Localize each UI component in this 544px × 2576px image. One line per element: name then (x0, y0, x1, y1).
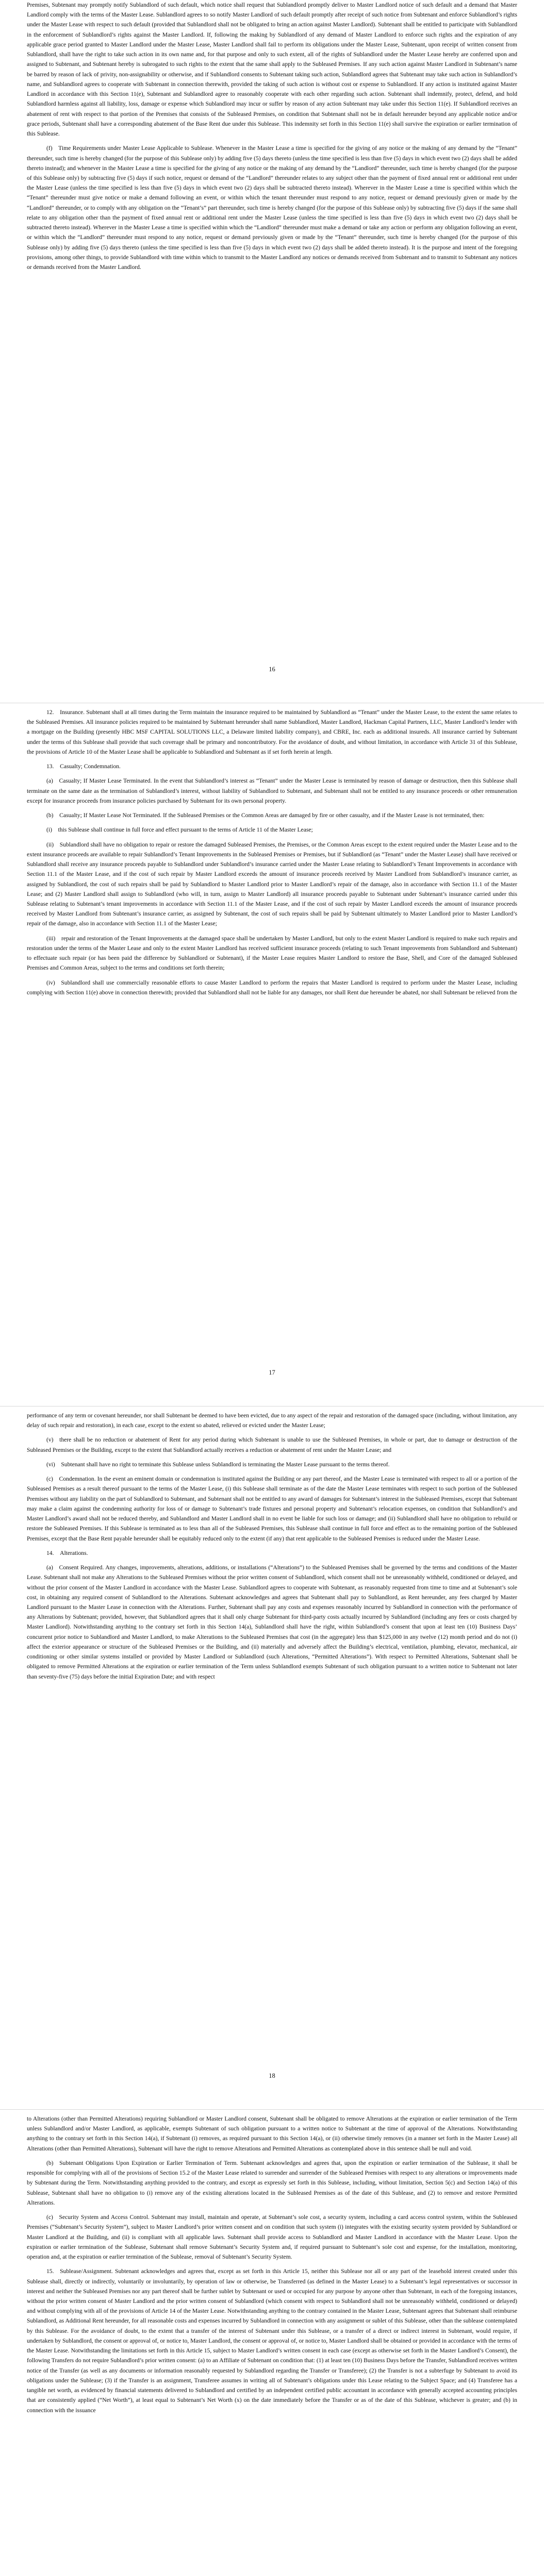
page-19 (0, 2110, 544, 2576)
page-18-body (27, 1411, 517, 2063)
page-number: 17 (269, 1369, 275, 1376)
paragraph: (v) there shall be no reduction or abatement of Rent for any period during which Subtenant is unable to use the Subleased Premises, in whole or part, due to damage or destruction of the Subleased Premises or the Building, except to the extent that Sublandlord actually receives a reduction or abatement of rent under the Master Lease; and (27, 1436, 517, 1453)
paragraph: (iii) repair and restoration of the Tenant Improvements at the damaged space shall be undertaken by Master Landlord, but only to the extent Master Landlord is required to make such repairs and restoration under the terms of the Master Lease and only to the extent Master Landlord has received sufficient insurance proceeds (relating to such Tenant improvements from Sublandlord and Subtenant) to effectuate such repair (or has been paid the difference by Sublandlord or Subtenant), if the Master Lease requires Master Landlord to restore the Base, Shell, and Core of the damaged Subleased Premises and Common Areas, subject to the terms and conditions set forth therein; (27, 935, 517, 972)
paragraph: (c) Security System and Access Control. Subtenant may install, maintain and operate, at Subtenant’s sole cost, a security system, including a card access control system, within the Subleased Premises (“Subtenant’s Security System”), subject to Master Landlord’s prior written consent and on condition that such system (i) integrates with the existing security system provided by Sublandlord or Master Landlord at the Building, and (ii) is compliant with all applicable laws. Subtenant shall provide access to Sublandlord and Master Landlord in accordance with the Master Lease. Upon the expiration or earlier termination of the Sublease, Subtenant shall remove Subtenant’s Security System and, if required pursuant to Subtenant’s sole cost and expense, for the installation, monitoring, operation and, at the expiration or earlier termination of the Sublease, removal of Subtenant’s Security System. (27, 2214, 517, 2261)
paragraph: (b) Casualty; If Master Lease Not Terminated. If the Subleased Premises or the Common Areas are damaged by fire or other casualty, and if the Master Lease is not terminated, then: (46, 812, 485, 819)
paragraph: (ii) Sublandlord shall have no obligation to repair or restore the damaged Subleased Premises, the Premises, or the Common Areas except to the extent required under the Master Lease and to the extent insurance proceeds are available to repair Sublandlord’s Tenant Improvements in the Subleased Premises or Premises, but if Sublandlord (as “Tenant” under the Master Lease) shall have received or Sublandlord shall receive any insurance proceeds payable to Sublandlord under Sublandlord’s insurance carried under the Master Lease relating to Sublandlord’s Tenant Improvements in accordance with Section 11.1 of the Master Lease, and if the cost of such repair by Master Landlord exceeds the amount of insurance proceeds received by Master Landlord from Sublandlord’s insurance carrier, as assigned by Sublandlord, the cost of such repairs shall be paid by Sublandlord to Master Landlord prior to Master Landlord’s repair of the damage, also in accordance with Section 11.1 of the Master Lease; and (2) Master Landlord shall assign to Sublandlord (who will, in turn, assign to Master Landlord) all insurance proceeds payable to Subtenant under Subtenant’s insurance carried under this Sublease relating to Subtenant’s tenant improvements in accordance with Section 11.1 of the Master Lease, and if the cost of such repair by Master Landlord exceeds the amount of insurance proceeds received by Master Landlord from Subtenant’s insurance carrier, as assigned by Subtenant, the cost of such repairs shall be paid by Subtenant ultimately to Master Landlord prior to Master Landlord’s repair of the damage, also in accordance with Section 11.1 of the Master Lease; (27, 841, 517, 927)
paragraph: to Alterations (other than Permitted Alterations) requiring Sublandlord or Master Landlord consent, Subtenant shall be obligated to remove Alterations at the expiration or earlier termination of the Term unless Sublandlord and/or Master Landlord, as applicable, exempts Subtenant of such obligation pursuant to a written notice to Subtenant at the time of approval of the Alterations. Notwithstanding anything to the contrary set forth in this Section 14(a), if Subtenant (i) removes, as required pursuant to this Section 14(a), or (ii) otherwise timely removes (in a manner set forth in the Master Lease) all Alterations (other than Permitted Alterations), Subtenant will have the right to remove Alterations and Permitted Alterations as contemplated above in this sentence shall be null and void. (27, 2115, 517, 2152)
paragraph: Premises, Subtenant may promptly notify Sublandlord of such default, which notice shall request that Sublandlord promptly deliver to Master Landlord notice of such default and a demand that Master Landlord comply with the terms of the Master Lease. Sublandlord agrees to so notify Master Landlord of such default promptly after receipt of such notice from Subtenant and enforce Sublandlord’s rights under the Master Lease with respect to such default (provided that Sublandlord shall not be obligated to bring an action against Master Landlord). Subtenant shall be entitled to participate with Sublandlord in the enforcement of Sublandlord’s rights against the Master Landlord. If, following the making by Sublandlord of any demand of Master Landlord to enforce such rights and the expiration of any applicable grace period granted to Master Landlord under the Master Lease, Master Landlord shall fail to perform its obligations under the Master Lease, Subtenant, upon receipt of written consent from Sublandlord, shall have the right to take such action in its own name and, for that purpose and only to such extent, all of the rights of Sublandlord under the Master Lease hereby are conferred upon and assigned to Subtenant, and Subtenant hereby is subrogated to such rights to the extent that the same shall apply to the Subleased Premises. If any such action against Master Landlord in Subtenant’s name be barred by reason of lack of privity, non-assignability or otherwise, and if Sublandlord consents to Subtenant taking such action, Sublandlord agrees that Subtenant may take such action in Sublandlord’s name, and Sublandlord agrees to cooperate with Subtenant in connection therewith, provided the taking of such action is without cost or expense to Sublandlord. If any action is instituted against Master Landlord in accordance with this Section 11(e), Subtenant and Sublandlord agree to reasonably cooperate with each other regarding such action. Subtenant shall indemnify, protect, defend, and hold Sublandlord harmless against all liability, loss, damage or expense which Sublandlord may incur or suffer by reason of any action Subtenant may take under this Section 11(e). If Sublandlord receives an abatement of rent with respect to that portion of the Premises that consists of the Subleased Premises, on condition that Subtenant shall not be in default hereunder beyond any applicable notice and/or grace periods, Subtenant shall have a corresponding abatement of the Base Rent due under this Sublease. This indemnity set forth in this Section 11(e) shall survive the expiration or earlier termination of this Sublease. (27, 2, 517, 138)
page-16-body (27, 0, 517, 657)
paragraph: (iv) Sublandlord shall use commercially reasonable efforts to cause Master Landlord to perform the repairs that Master Landlord is required to perform under the Master Lease, including complying with Section 11(e) above in connection therewith; provided that Sublandlord shall not be liable for any damages, nor shall Rent due hereunder be abated, nor shall Subtenant be relieved from the (27, 979, 517, 996)
paragraph: performance of any term or covenant hereunder, nor shall Subtenant be deemed to have been evicted, due to any aspect of the repair and restoration of the damaged space (including, without limitation, any delay of such repair and restoration), in each case, except to the extent so abated, relieved or evicted under the Master Lease; (27, 1412, 517, 1429)
paragraph: 12. Insurance. Subtenant shall at all times during the Term maintain the insurance required to be maintained by Sublandlord as “Tenant” under the Master Lease, to the extent the same relates to the Subleased Premises. All insurance policies required to be maintained by Subtenant hereunder shall name Sublandlord, Master Landlord, Hackman Capital Partners, LLC, Master Landlord’s lender with a mortgage on the Building (presently HBC MSF CAPITAL SOLUTIONS LLC, a Delaware limited liability company), and CBRE, Inc. each as additional insureds. All insurance carried by Subtenant under the terms of this Sublease shall provide that such coverage shall be primary and noncontributory. For the avoidance of doubt, and without limitation, in accordance with Article 31 of this Sublease, the provisions of Article 10 of the Master Lease shall be applicable to Sublandlord and Subtenant as if set forth herein at length. (27, 709, 517, 755)
paragraph: (vi) Subtenant shall have no right to terminate this Sublease unless Sublandlord is terminating the Master Lease pursuant to the terms thereof. (46, 1461, 390, 1468)
paragraph: (c) Condemnation. In the event an eminent domain or condemnation is instituted against the Building or any part thereof, and the Master Lease is terminated with respect to all or a portion of the Subleased Premises as a result thereof pursuant to the terms of the Master Lease, (i) this Sublease shall terminate as of the date the Master Lease terminates with respect to such portion of the Subleased Premises without any liability on the part of Sublandlord to Subtenant, and Subtenant shall not be entitled to any award of damages for Subtenant’s interest in the Subleased Premises, except that Subtenant may make a claim against the condemning authority for loss of or damage to Subtenant’s trade fixtures and personal property and Subtenant’s relocation expenses, on condition that Sublandlord’s and Master Landlord’s award shall not be reduced thereby, and Sublandlord and Master Landlord shall in no event be liable for such loss or damage; and (ii) Sublandlord shall have no obligation to rebuild or restore the Subleased Premises. If this Sublease is terminated as to less than all of the Subleased Premises, this Sublease shall continue in full force and effect as to the remaining portion of the Subleased Premises, except that the Base Rent payable hereunder shall be equitably reduced only to the extent (if any) that rent applicable to the Subleased Premises is reduced under the Master Lease. (27, 1476, 517, 1542)
page-17-body (27, 707, 517, 1360)
paragraph: (a) Casualty; If Master Lease Terminated. In the event that Sublandlord’s interest as “Tenant” under the Master Lease is terminated by reason of damage or destruction, then this Sublease shall terminate on the same date as the termination of Sublandlord’s interest, without liability of Sublandlord to Subtenant, and Subtenant shall not be entitled to any insurance proceeds or other remuneration except for insurance proceeds from insurance policies purchased by Subtenant for its own personal property. (27, 777, 517, 804)
page-number: 18 (269, 2072, 275, 2079)
page-17 (0, 703, 544, 1406)
paragraph: 15. Sublease/Assignment. Subtenant acknowledges and agrees that, except as set forth in this Article 15, neither this Sublease nor all or any part of the leasehold interest created under this Sublease shall, directly or indirectly, voluntarily or involuntarily, by operation of law or otherwise, be Transferred (as defined in the Master Lease) to a Subtenant’s legal representatives or successor in interest and neither the Subleased Premises nor any part thereof shall be further sublet by Subtenant or used or occupied for any purpose by anyone other than Subtenant, in each of the foregoing instances, without the prior written consent of Master Landlord and the prior written consent of Sublandlord (which consent with respect to Sublandlord shall not be unreasonably withheld, conditioned or delayed) and without complying with all of the provisions of Article 14 of the Master Lease. Notwithstanding anything to the contrary contained in the Master Lease, Subtenant agrees that Subtenant shall reimburse Sublandlord, as Additional Rent hereunder, for all reasonable costs and expenses incurred by Sublandlord in connection with any assignment or sublet of this Sublease, other than the sublease contemplated by this Sublease. For the avoidance of doubt, to the extent that a transfer of the interest of Subtenant under this Sublease, or a transfer of a direct or indirect interest in Subtenant, would require, if undertaken by Sublandlord, the consent or approval of, or notice to, Master Landlord, the consent or approval of, or notice to, Master Landlord shall be obtained or provided in accordance with the terms of the Master Lease. Notwithstanding the limitations set forth in this Article 15, subject to Master Landlord’s written consent in each case (except as otherwise set forth in the Master Landlord’s Consent), the following Transfers do not require Sublandlord’s prior written consent: (a) to an Affiliate of Subtenant on condition that: (1) at least ten (10) Business Days before the Transfer, Sublandlord receives written notice of the Transfer (as well as any documents or information reasonably requested by Sublandlord regarding the Transfer or Transferee); (2) the Transfer is not a subterfuge by Subtenant to avoid its obligations under the Sublease; (3) if the Transfer is an assignment, Transferee assumes in writing all of Subtenant’s obligations under this Lease relating to the Subject Space; and (4) Transferee has a tangible net worth, as evidenced by financial statements delivered to Sublandlord and certified by an independent certified public accountant in accordance with generally accepted accounting principles that are consistently applied (“Net Worth”), at least equal to Subtenant’s Net Worth (x) on the date immediately before the Transfer or as of the date of this Sublease, whichever is greater; and (b) in connection with the issuance (27, 2268, 517, 2414)
paragraph: (f) Time Requirements under Master Lease Applicable to Sublease. Whenever in the Master Lease a time is specified for the giving of any notice or the making of any demand by the “Tenant” thereunder, such time is hereby changed (for the purpose of this Sublease only) by adding five (5) days thereto (unless the time specified is less than five (5) days in which event two (2) days shall be added thereto instead); and whenever in the Master Lease a time is specified for the giving of any notice or the making of any demand by the “Landlord” thereunder, such time is hereby changed (for the purpose of this Sublease only) by subtracting five (5) days if such notice, request or demand of the “Landlord” thereunder relates to any subject other than the payment of fixed annual rent or additional rent under the Master Lease (unless the time specified is less than five (5) days in which event two (2) days shall be subtracted thereto instead). Wherever in the Master Lease a time is specified within which the “Tenant” thereunder must give notice or make a demand following an event, or within which the tenant thereunder must respond to any notice, request or demand previously given or made by the “Landlord” thereunder, or to comply with any obligation on the “Tenant’s” part thereunder, such time is hereby changed (for the purpose of this Sublease only) by subtracting five (5) days if the same shall relate to any obligation other than the payment of fixed annual rent or additional rent under the Master Lease (unless the time specified is less than five (5) days in which event two (2) days shall be subtracted thereto instead). Wherever in the Master Lease a time is specified within which the “Landlord” thereunder must make a demand or take any action or perform any obligation following an event, or within which the “Landlord” thereunder must respond to any notice, request or demand previously given or made by the “Tenant” thereunder, such time is hereby changed (for the purpose of this Sublease only) by adding five (5) days thereto (unless the time specified is less than five (5) days in which event two (2) days shall be added thereto instead). It is the purpose and intent of the foregoing provisions, among other things, to provide Sublandlord with time within which to transmit to the Master Landlord any notices or demands received from Subtenant and to transmit to Subtenant any notices or demands received from the Master Landlord. (27, 145, 517, 271)
section-heading: 14. Alterations. (46, 1549, 88, 1556)
page-number: 16 (269, 666, 275, 673)
paragraph: (a) Consent Required. Any changes, improvements, alterations, additions, or installations (“Alterations”) to the Subleased Premises shall be governed by the terms and conditions of the Master Lease. Subtenant shall not make any Alterations to the Subleased Premises without the prior written consent of Sublandlord, which consent shall not be unreasonably withheld, conditioned or delayed, and without the prior consent of the Master Landlord in accordance with the Master Lease. Sublandlord agrees to cooperate with Subtenant, as reasonably requested from time to time and at Subtenant’s sole cost, in obtaining any required consent of Sublandlord to the Alterations. Subtenant acknowledges and agrees that Subtenant shall pay to Sublandlord, as Rent hereunder, any fees charged by Master Landlord pursuant to the Master Lease in connection with the Alterations. Further, Subtenant shall pay any costs and expenses reasonably incurred by Sublandlord in connection with the performance of any Alterations by Subtenant; provided, however, that Sublandlord agrees that it shall only charge Subtenant for third-party costs actually incurred by Sublandlord (including any fees or costs charged by Master Landlord). Notwithstanding anything to the contrary set forth in this Section 14(a), Sublandlord shall have the right, within Sublandlord’s consent that upon at least ten (10) Business Days’ concurrent prior notice to Sublandlord and Master Landlord, to make Alterations to the Subleased Premises that cost (in the aggregate) less than $125,000 in any twelve (12) month period and do not (i) affect the exterior appearance or structure of the Subleased Premises or the Building, and (ii) materially and adversely affect the Building’s electrical, ventilation, plumbing, elevator, mechanical, air conditioning or other similar systems installed or provided by Master Landlord or Sublandlord (such Alterations, “Permitted Alterations”). With respect to Permitted Alterations, Subtenant shall be obligated to remove Permitted Alterations at the expiration or earlier termination of the Term unless Sublandlord exempts Subtenant of such obligation pursuant to a written notice to Subtenant not later than seventy-five (75) days before the initial Expiration Date; and with respect (27, 1564, 517, 1680)
page-19-body (27, 2114, 517, 2576)
paragraph: (b) Subtenant Obligations Upon Expiration or Earlier Termination of Term. Subtenant acknowledges and agrees that, upon the expiration or earlier termination of the Sublease, it shall be responsible for complying with all of the provisions of Section 15.2 of the Master Lease related to surrender and surrender of the Subleased Premises with respect to any alterations or improvements made by Subtenant during the Term. Notwithstanding anything provided to the contrary, and except as expressly set forth in this Sublease, including, without limitation, Section 5(c) and Section 14(a) of this Sublease, Subtenant shall have no obligation to (i) remove any of the existing alterations located in the Subleased Premises as of the date of this Sublease, and (2) to remove and restore Permitted Alterations. (27, 2159, 517, 2206)
section-heading: 13. Casualty; Condemnation. (46, 763, 121, 770)
paragraph: (i) this Sublease shall continue in full force and effect pursuant to the terms of Article 11 of the Master Lease; (46, 826, 313, 834)
page-16 (0, 0, 544, 703)
page-18 (0, 1406, 544, 2110)
